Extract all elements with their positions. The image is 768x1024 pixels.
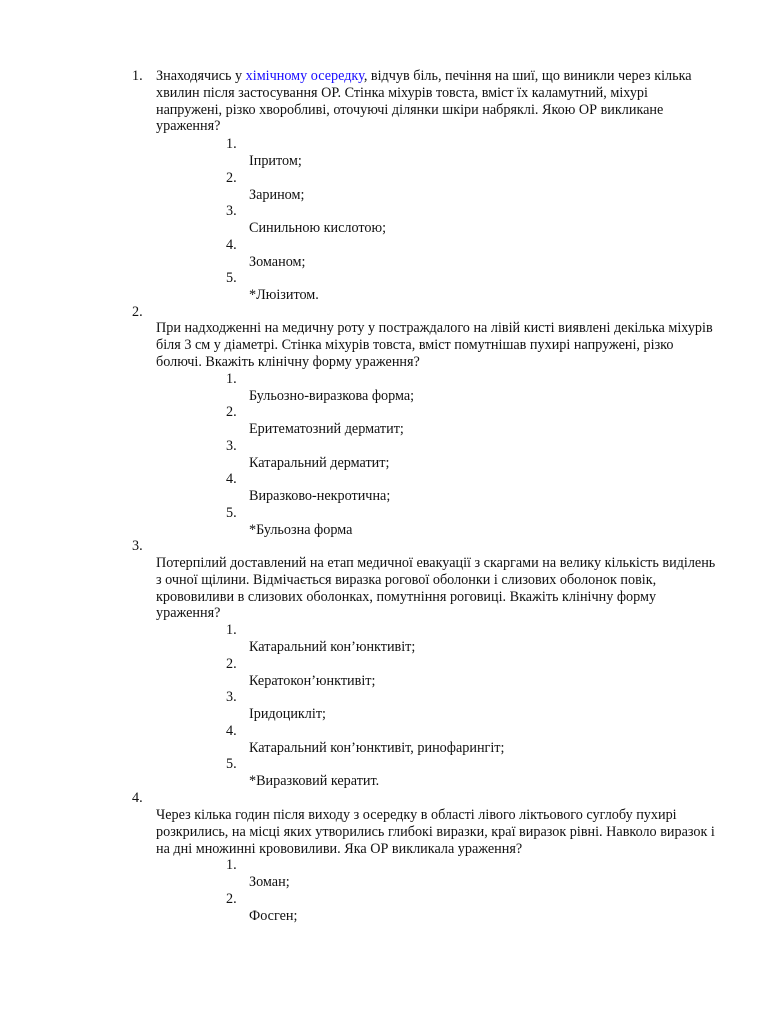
option-number: 4. [226,471,237,487]
question-number: 3. [132,538,143,554]
option-number: 5. [226,270,237,286]
option-text: Катаральний кон’юнктивіт; [249,639,416,655]
option-number: 2. [226,170,237,186]
option-number: 4. [226,723,237,739]
option-text: Катаральний кон’юнктивіт, ринофарингіт; [249,740,505,756]
option-number: 1. [226,857,237,873]
option-number: 5. [226,505,237,521]
question-text-part: Знаходячись у [156,68,246,84]
option-text: Еритематозний дерматит; [249,421,404,437]
question-number: 2. [132,304,143,320]
option-text: Фосген; [249,908,298,924]
question-text: Через кілька годин після виходу з осередку в області лівого ліктьового суглобу пухирі розкрились, на місці яких утворились глибокі виразки, краї виразок рівні. Навколо виразок і на дні множинні крововиливи. Яка ОР викликала ураження? [156,807,715,857]
option-text: Зоман; [249,874,290,890]
option-number: 3. [226,203,237,219]
option-text: Катаральний дерматит; [249,455,390,471]
option-number: 4. [226,237,237,253]
question-text: Потерпілий доставлений на етап медичної евакуації з скаргами на велику кількість виділень з очної щілини. Відмічається виразка рогової оболонки і слизових оболонок повік, крововиливи в слизових оболонках, помутніння роговиці. Вкажіть клінічну форму ураження? [156,555,716,622]
option-number: 2. [226,656,237,672]
option-text: *Виразковий кератит. [249,773,380,789]
question-text-part: , відчув біль, печіння на шиї, що виникли через кілька хвилин після застосування ОР. Стінка міхурів товста, вміст їх каламутний, міхурі напружені, різко хворобливі, оточуючі ділянки шкіри набряклі. Якою ОР викликане ураження? [156,68,692,135]
option-number: 2. [226,404,237,420]
option-text: Іридоцикліт; [249,706,326,722]
option-number: 3. [226,438,237,454]
option-text: Виразково-некротична; [249,488,391,504]
option-text: Бульозно-виразкова форма; [249,388,415,404]
option-text: Кератокон’юнктивіт; [249,673,376,689]
option-text: Синильною кислотою; [249,220,387,236]
option-text: Іпритом; [249,153,302,169]
option-text: Зоманом; [249,254,306,270]
option-text: Зарином; [249,187,305,203]
option-number: 5. [226,756,237,772]
option-text: *Бульозна форма [249,522,353,538]
chemical-focus-link[interactable]: хімічному осередку [245,68,364,84]
option-number: 1. [226,371,237,387]
question-number: 4. [132,790,143,806]
option-text: *Люізитом. [249,287,319,303]
option-number: 1. [226,136,237,152]
question-text [156,68,716,135]
option-number: 2. [226,891,237,907]
option-number: 1. [226,622,237,638]
question-number: 1. [132,68,143,84]
option-number: 3. [226,689,237,705]
question-text: При надходженні на медичну роту у постраждалого на лівій кисті виявлені декілька міхурів біля 3 см у діаметрі. Стінка міхурів товста, вміст помутнішав пухирі напружені, різко болючі. Вкажіть клінічну форму ураження? [156,320,713,370]
